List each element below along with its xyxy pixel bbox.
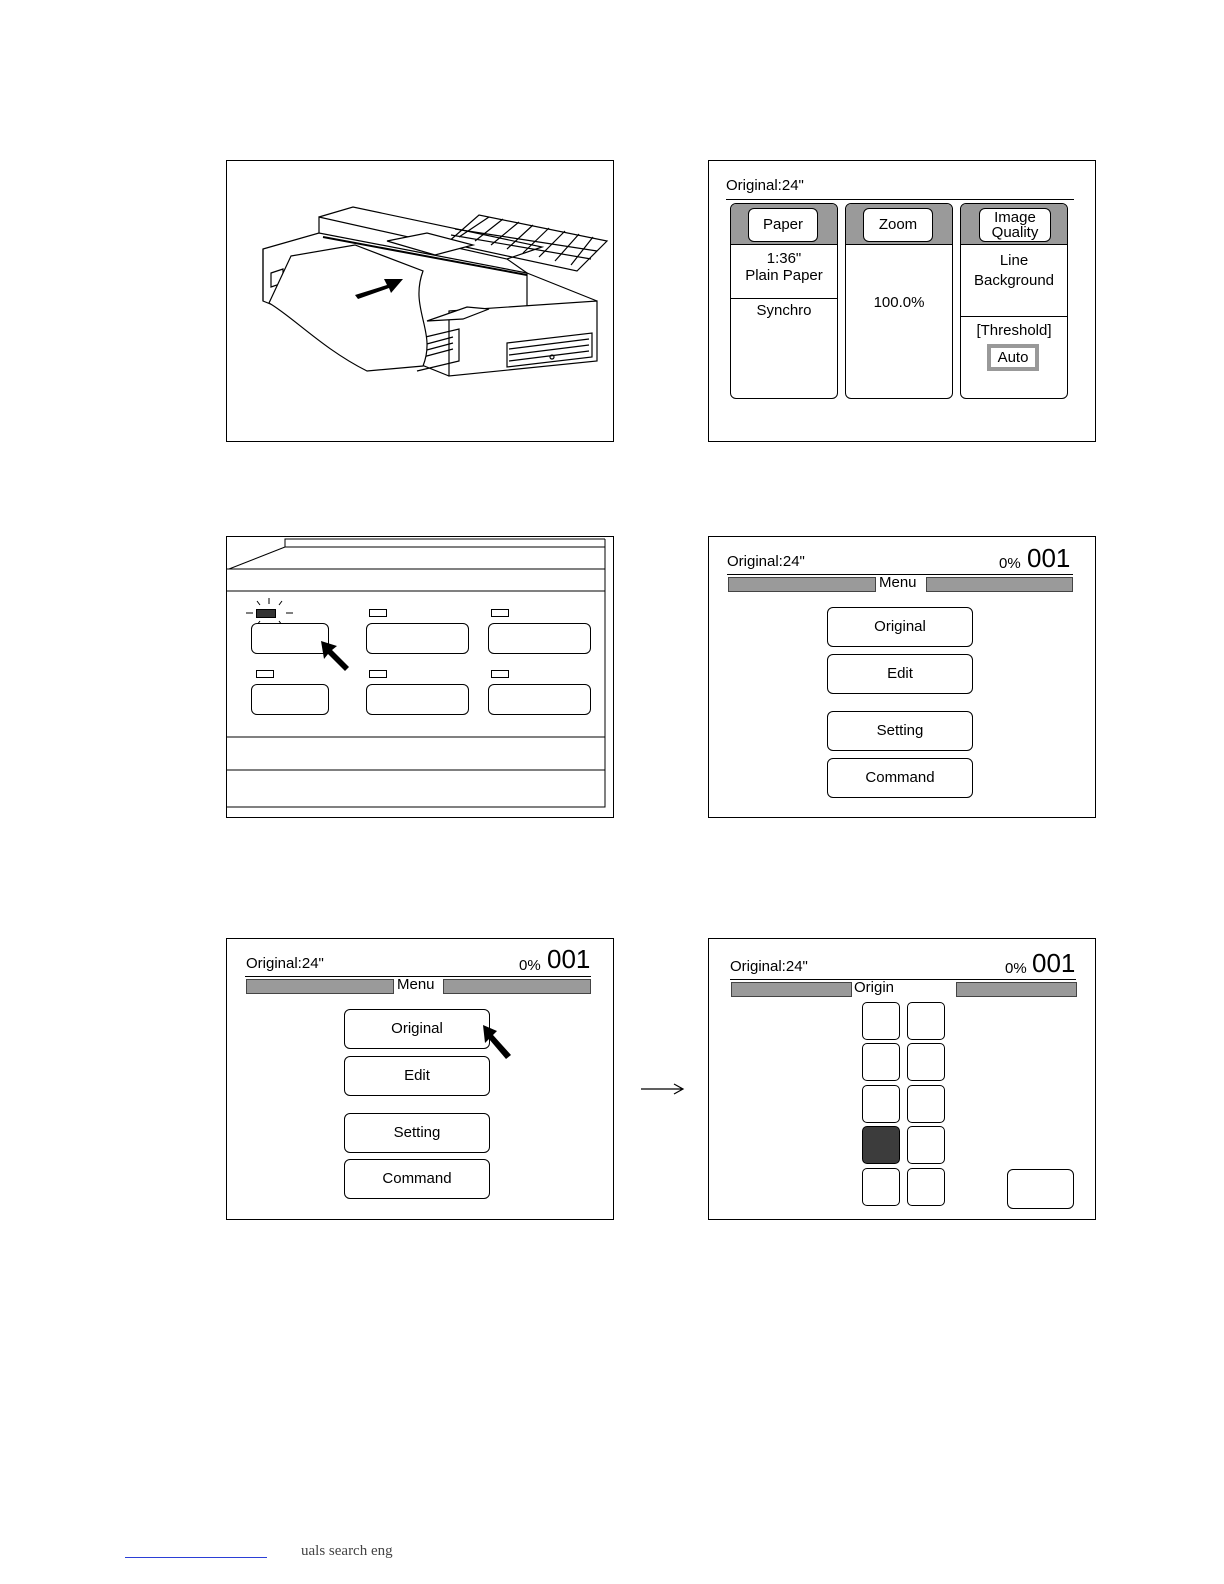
- threshold-auto-button[interactable]: Auto: [987, 344, 1039, 371]
- menu-original-button[interactable]: Original: [344, 1009, 490, 1049]
- origin-cell[interactable]: [907, 1168, 945, 1206]
- flow-arrow-icon: [640, 1081, 686, 1097]
- menu-setting-button[interactable]: Setting: [344, 1113, 490, 1153]
- original-size-label: Original:24": [727, 553, 805, 570]
- panel-key[interactable]: [366, 623, 469, 654]
- origin-cell[interactable]: [862, 1002, 900, 1040]
- origin-cell[interactable]: [862, 1168, 900, 1206]
- pointer-arrow-icon: [319, 639, 359, 679]
- title-bar-right: [443, 979, 591, 994]
- menu-command-button[interactable]: Command: [827, 758, 973, 798]
- copy-counter: 001: [1027, 543, 1071, 573]
- paper-column: [730, 203, 838, 399]
- operation-panel-outline: [227, 537, 612, 816]
- panel-key[interactable]: [251, 684, 329, 715]
- paper-mode-value: Synchro: [756, 302, 812, 319]
- scanner-illustration-panel: [226, 160, 614, 442]
- menu-edit-button[interactable]: Edit: [827, 654, 973, 694]
- status-divider: [730, 979, 1076, 980]
- menu-command-button[interactable]: Command: [344, 1159, 490, 1199]
- title-bar-left: [246, 979, 394, 994]
- basic-screen-panel: [708, 160, 1096, 442]
- title-bar-left: [731, 982, 852, 997]
- lamp-indicator: [256, 670, 274, 678]
- panel-key[interactable]: [251, 623, 329, 654]
- origin-title: Origin: [854, 979, 895, 996]
- active-lamp-indicator: [256, 609, 276, 618]
- origin-cell[interactable]: [907, 1126, 945, 1164]
- paper-column-divider: [731, 298, 837, 299]
- menu-screen-panel: [708, 536, 1096, 818]
- quality-column-divider: [961, 316, 1067, 317]
- menu-select-panel: [226, 938, 614, 1220]
- origin-cell[interactable]: [862, 1085, 900, 1123]
- zoom-column: [845, 203, 953, 399]
- image-quality-column: [960, 203, 1068, 399]
- origin-action-button[interactable]: [1007, 1169, 1074, 1209]
- pointer-arrow-icon: [481, 1023, 513, 1067]
- panel-key[interactable]: [488, 623, 591, 654]
- paper-button[interactable]: Paper: [748, 208, 818, 242]
- panel-key[interactable]: [366, 684, 469, 715]
- zoom-value: 100.0%: [873, 294, 925, 311]
- threshold-label: [Threshold]: [976, 322, 1052, 339]
- footer-text: uals search eng: [301, 1543, 393, 1559]
- lamp-indicator: [369, 670, 387, 678]
- menu-edit-button[interactable]: Edit: [344, 1056, 490, 1096]
- menu-title: Menu: [879, 574, 917, 591]
- origin-cell[interactable]: [862, 1043, 900, 1081]
- paper-type-value: Plain Paper: [745, 267, 823, 284]
- scanner-feeding-illustration: [227, 161, 612, 440]
- copy-counter: 001: [547, 944, 591, 974]
- lamp-indicator: [491, 609, 509, 617]
- paper-size-value: 1:36": [766, 250, 802, 267]
- quality-background-value: Background: [973, 272, 1055, 289]
- zoom-button[interactable]: Zoom: [863, 208, 933, 242]
- menu-setting-button[interactable]: Setting: [827, 711, 973, 751]
- image-quality-button[interactable]: [979, 208, 1051, 242]
- status-divider: [726, 199, 1074, 200]
- lamp-indicator: [491, 670, 509, 678]
- origin-screen-panel: [708, 938, 1096, 1220]
- footer-link-underline[interactable]: [125, 1557, 267, 1558]
- counter-percent: 0%: [519, 957, 541, 974]
- origin-cell[interactable]: [907, 1002, 945, 1040]
- title-bar-left: [728, 577, 876, 592]
- title-bar-right: [926, 577, 1073, 592]
- counter-percent: 0%: [999, 555, 1021, 572]
- copy-counter: 001: [1032, 948, 1076, 978]
- title-bar-right: [956, 982, 1077, 997]
- operation-panel: [226, 536, 614, 818]
- origin-cell-selected[interactable]: [862, 1126, 900, 1164]
- image-quality-label-line2: Quality: [991, 224, 1039, 241]
- counter-percent: 0%: [1005, 960, 1027, 977]
- image-quality-label-line1: Image: [994, 209, 1036, 226]
- menu-original-button[interactable]: Original: [827, 607, 973, 647]
- original-size-label: Original:24": [246, 955, 324, 972]
- original-size-label: Original:24": [730, 958, 808, 975]
- lamp-indicator: [369, 609, 387, 617]
- origin-cell[interactable]: [907, 1043, 945, 1081]
- origin-cell[interactable]: [907, 1085, 945, 1123]
- original-size-label: Original:24": [726, 177, 804, 194]
- quality-line-value: Line: [999, 252, 1029, 269]
- panel-key[interactable]: [488, 684, 591, 715]
- menu-title: Menu: [397, 976, 435, 993]
